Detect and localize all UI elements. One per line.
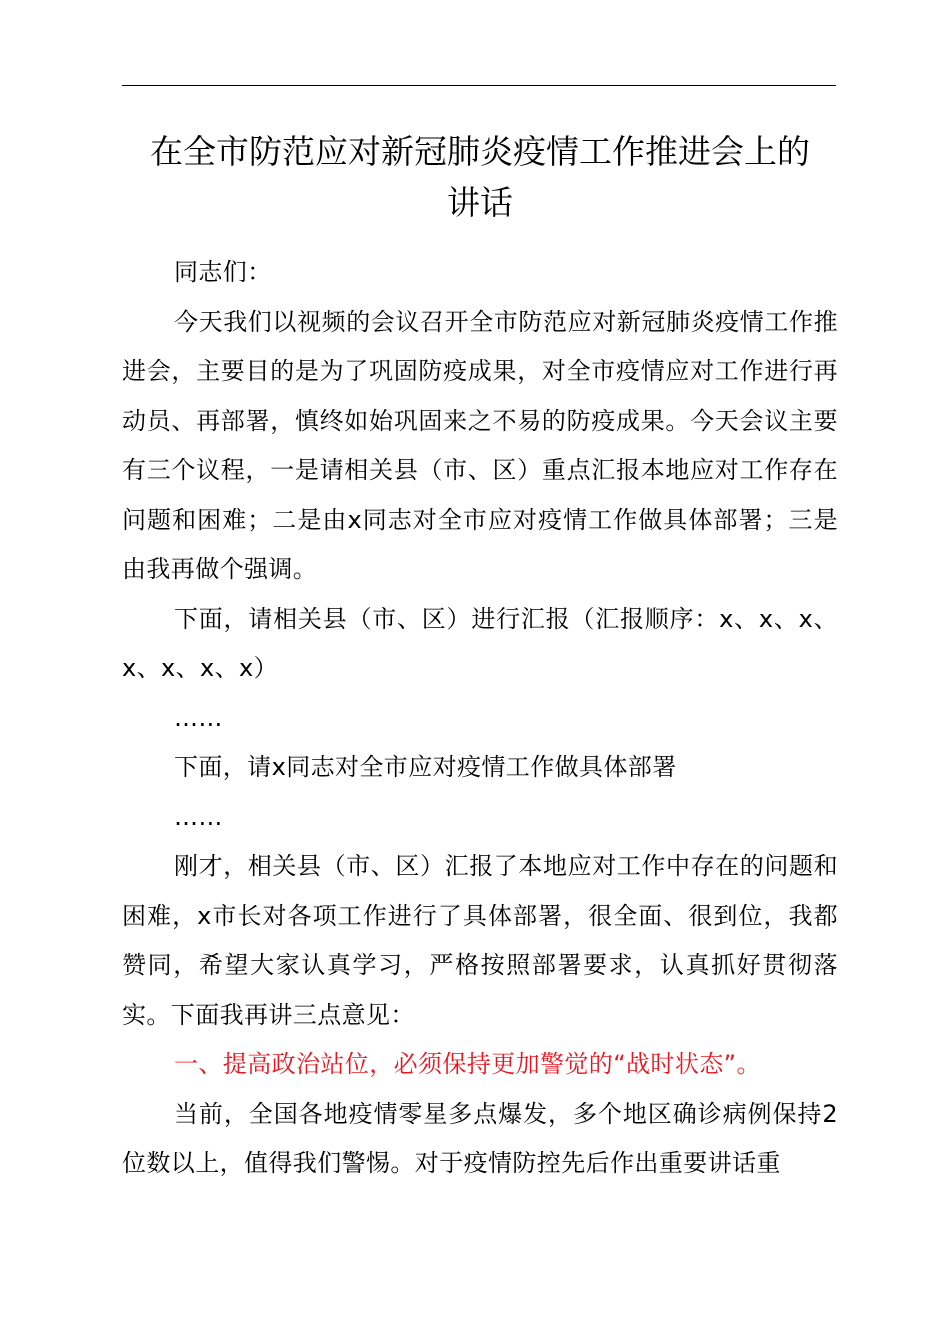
paragraph-summary: 刚才，相关县（市、区）汇报了本地应对工作中存在的问题和困难，x市长对各项工作进行了具体部署，很全面、很到位，我都赞同，希望大家认真学习，严格按照部署要求，认真抓好贯彻落实。下面我再讲三点意见： <box>122 852 838 1029</box>
ellipsis-2: …… <box>174 802 223 831</box>
paragraph-intro: 今天我们以视频的会议召开全市防范应对新冠肺炎疫情工作推进会，主要目的是为了巩固防疫成果，对全市疫情应对工作进行再动员、再部署，慎终如始巩固来之不易的防疫成果。今天会议主要有三个议程，一是请相关县（市、区）重点汇报本地应对工作存在问题和困难；二是由x同志对全市应对疫情工作做具体部署；三是由我再做个强调。 <box>122 307 838 583</box>
header-rule <box>122 85 836 86</box>
paragraph-deployment: 下面，请x同志对全市应对疫情工作做具体部署 <box>174 753 677 781</box>
document-title <box>100 126 860 228</box>
paragraph-current-situation: 当前，全国各地疫情零星多点爆发，多个地区确诊病例保持2位数以上，值得我们警惕。对于疫情防控先后作出重要讲话重 <box>122 1099 838 1177</box>
salutation: 同志们： <box>174 258 272 286</box>
document-body <box>122 248 838 1189</box>
title-line-1: 在全市防范应对新冠肺炎疫情工作推进会上的 <box>150 132 810 171</box>
title-line-2: 讲话 <box>447 183 513 222</box>
paragraph-report-order: 下面，请相关县（市、区）进行汇报（汇报顺序：x、x、x、x、x、x、x） <box>122 604 838 682</box>
ellipsis-1: …… <box>174 703 223 732</box>
section-heading-1: 一、提高政治站位，必须保持更加警觉的“战时状态”。 <box>174 1050 761 1078</box>
